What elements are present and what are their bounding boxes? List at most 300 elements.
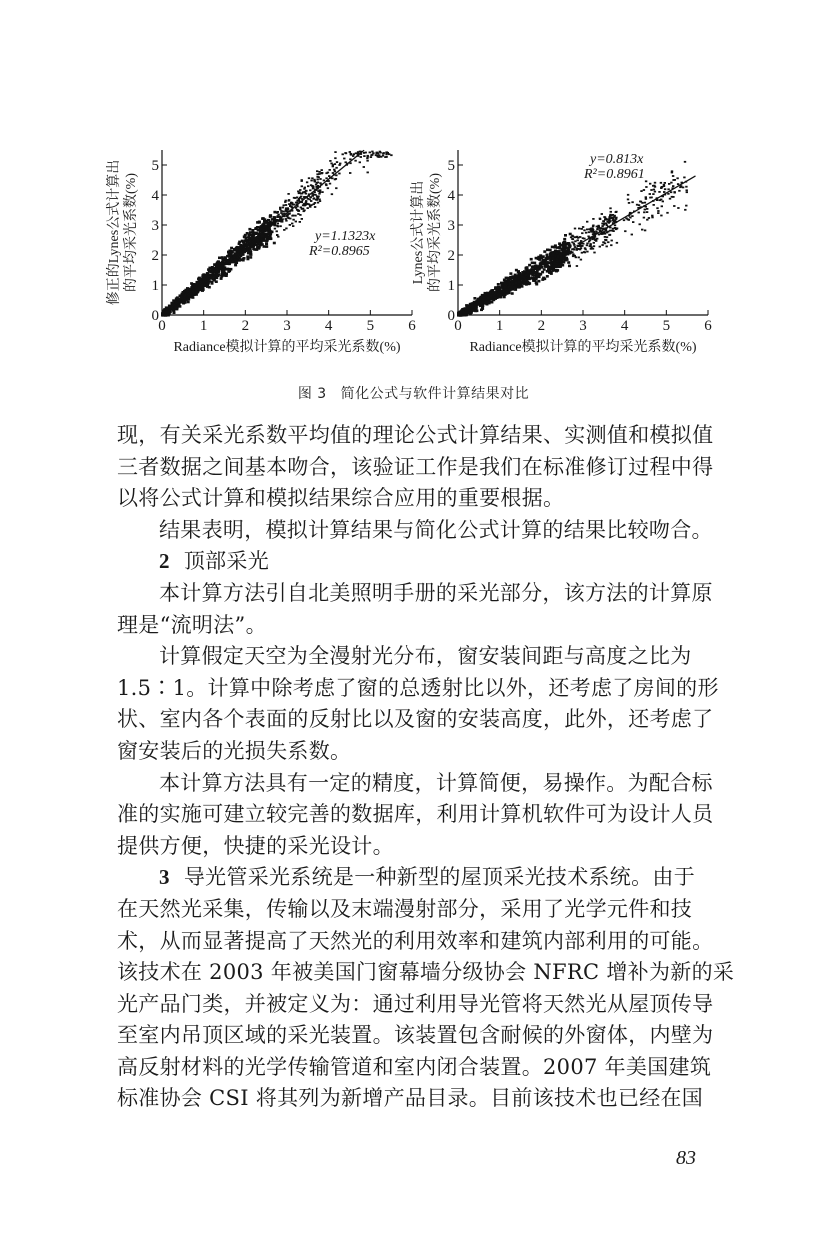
scatter-point [325,177,327,179]
y-tick-label: 3 [447,218,455,234]
scatter-point [590,248,592,250]
chart-left [105,150,416,355]
scatter-point [220,277,223,280]
scatter-point [363,166,365,168]
text-line: 理是“流明法”。 [117,612,267,637]
scatter-point [537,258,540,261]
section-number: 2 [159,549,170,574]
scatter-point [315,199,317,201]
scatter-point [490,289,493,292]
scatter-point [544,259,547,262]
scatter-point [382,155,384,157]
scatter-point [685,205,687,207]
scatter-point [546,261,549,264]
scatter-point [267,219,270,222]
scatter-point [238,246,241,249]
scatter-point [481,307,484,310]
x-tick-label: 4 [620,318,629,334]
scatter-point [334,151,336,153]
scatter-point [550,262,553,265]
scatter-point [567,261,570,264]
scatter-point [325,172,327,174]
scatter-point [334,171,336,173]
scatter-point [587,236,589,238]
y-tick-label: 2 [151,248,159,264]
text-line: 本计算方法引自北美照明手册的采光部分，该方法的计算原 [159,580,713,605]
scatter-point [639,223,641,225]
scatter-point [271,218,274,221]
scatter-point [608,218,610,220]
scatter-point [571,248,573,250]
scatter-point [664,188,666,190]
scatter-point [578,228,580,230]
x-tick-label: 2 [241,318,250,334]
scatter-point [246,258,249,261]
text-line: 在天然光采集，传输以及末端漫射部分，采用了光学元件和技 [117,896,693,921]
scatter-point [384,156,386,158]
scatter-point [674,192,676,194]
scatter-point [538,268,541,271]
scatter-point [538,266,541,269]
scatter-point [591,238,593,240]
scatter-point [603,220,605,222]
scatter-point [614,224,616,226]
scatter-point [263,245,266,248]
scatter-point [293,197,295,199]
scatter-point [479,303,482,306]
scatter-point [221,269,224,272]
scatter-point [492,299,495,302]
scatter-point [206,285,209,288]
scatter-point [612,214,614,216]
scatter-point [215,276,218,279]
scatter-point [246,255,249,258]
section-3-line [117,862,722,894]
scatter-point [609,214,611,216]
scatter-point [555,262,558,265]
scatter-point [666,212,668,214]
scatter-point [285,209,287,211]
scatter-point [582,237,584,239]
section-title: 顶部采光 [183,549,270,574]
scatter-point [211,282,214,285]
scatter-point [215,280,218,283]
scatter-point [586,221,588,223]
scatter-point [551,257,554,260]
scatter-point [559,265,562,268]
scatter-point [228,262,231,265]
scatter-point [651,215,653,217]
scatter-point [589,243,591,245]
scatter-point [574,236,576,238]
scatter-point [292,219,294,221]
scatter-point [546,275,549,278]
scatter-point [498,296,501,299]
scatter-point [595,230,597,232]
scatter-point [573,244,575,246]
scatter-point [293,204,295,206]
text-line: 状、室内各个表面的反射比以及窗的安装高度，此外，还考虑了 [117,707,714,732]
scatter-point [473,297,476,300]
scatter-point [211,266,214,269]
scatter-point [329,160,331,162]
scatter-point [601,244,603,246]
scatter-point [325,183,327,185]
text-line: 计算假定天空为全漫射光分布，窗安装间距与高度之比为 [159,644,692,669]
scatter-point [246,232,249,235]
scatter-point [494,287,497,290]
scatter-point [366,160,368,162]
x-tick-label: 6 [408,318,416,334]
scatter-point [177,305,180,308]
x-tick-label: 1 [495,318,504,334]
scatter-point [186,298,189,301]
scatter-point [281,213,283,215]
scatter-point [311,195,313,197]
scatter-point [639,201,641,203]
scatter-point [660,215,662,217]
scatter-point [645,196,647,198]
text-line: 导光管采光系统是一种新型的屋顶采光技术系统。由于 [183,865,696,890]
scatter-point [297,191,299,193]
scatter-point [379,152,381,154]
text-line: 提供方便，快捷的采光设计。 [117,833,394,858]
scatter-point [628,202,630,204]
scatter-point [549,249,552,252]
scatter-point [574,228,576,230]
scatter-point [597,227,599,229]
scatter-point [517,271,520,274]
scatter-point [574,240,576,242]
section-2-heading [117,546,722,578]
y-axis-title-line2: 的平均采光系数(%) [428,173,443,292]
scatter-point [331,193,333,195]
scatter-point [577,248,579,250]
x-tick-label: 2 [537,318,546,334]
paragraph-3 [117,578,722,641]
scatter-point [307,185,309,187]
scatter-point [656,207,658,209]
y-tick-label: 5 [151,158,159,174]
scatter-point [363,152,365,154]
scatter-point [564,249,567,252]
y-tick-label: 4 [447,188,455,204]
scatter-point [490,301,493,304]
scatter-point [566,258,569,261]
scatter-point [284,201,286,203]
scatter-point [610,211,612,213]
scatter-point [316,182,318,184]
scatter-point [264,220,267,223]
scatter-point [531,273,534,276]
scatter-point [334,157,336,159]
scatter-point [667,193,669,195]
scatter-point [287,193,289,195]
scatter-point [649,183,651,185]
scatter-point [592,218,594,220]
scatter-point [577,239,579,241]
scatter-point [360,156,362,158]
scatter-point [544,264,547,267]
scatter-point [260,225,263,228]
scatter-point [198,288,201,291]
scatter-point [248,228,251,231]
scatter-point [234,249,237,252]
scatter-point [182,291,185,294]
scatter-point [553,265,556,268]
page-number: 83 [676,1147,696,1169]
scatter-point [580,240,582,242]
scatter-point [291,215,293,217]
scatter-point [508,280,511,283]
scatter-point [274,228,276,230]
scatter-point [672,175,674,177]
scatter-point [520,278,523,281]
scatter-point [549,257,552,260]
x-axis-title: Radiance模拟计算的平均采光系数(%) [469,340,697,355]
scatter-point [509,283,512,286]
scatter-point [229,268,232,271]
scatter-point [669,198,671,200]
scatter-point [359,161,361,163]
scatter-point [535,283,538,286]
scatter-point [330,163,332,165]
paragraph-6 [117,862,735,1115]
text-line: 标准协会 CSI 将其列为新增产品目录。目前该技术也已经在国 [117,1086,704,1111]
scatter-point [509,288,512,291]
scatter-point [474,303,477,306]
scatter-point [338,173,340,175]
scatter-point [653,185,655,187]
scatter-point [231,250,234,253]
scatter-point [306,181,308,183]
scatter-point [601,213,603,215]
scatter-point [563,245,566,248]
scatter-point [643,217,645,219]
x-tick-label: 3 [579,318,587,334]
scatter-point [265,242,268,245]
scatter-point [304,187,306,189]
scatter-point [598,234,600,236]
scatter-point [644,202,646,204]
scatter-point [563,253,566,256]
scatter-point [229,254,232,257]
scatter-point [357,151,359,153]
scatter-point [581,245,583,247]
scatter-point [645,198,647,200]
scatter-point [276,225,278,227]
scatter-point [631,234,633,236]
figure-caption [0,383,827,403]
scatter-point [541,256,544,259]
scatter-point [255,227,258,230]
scatter-point [592,225,594,227]
scatter-point [308,177,310,179]
scatter-point [624,230,626,232]
scatter-point [317,196,319,198]
fit-equation: y=1.1323x [315,229,376,244]
scatter-point [658,191,660,193]
figure-number: 图 3 [297,386,327,402]
scatter-point [513,286,516,289]
scatter-point [686,189,688,191]
scatter-point [605,239,607,241]
scatter-point [363,155,365,157]
scatter-point [578,257,580,259]
scatter-point [511,283,514,286]
scatter-point [225,268,228,271]
scatter-point [372,152,374,154]
scatter-point [684,209,686,211]
scatter-point [511,292,514,295]
scatter-point [660,182,662,184]
scatter-point [238,241,241,244]
scatter-point [585,232,587,234]
scatter-point [311,177,313,179]
scatter-point [492,294,495,297]
scatter-point [599,246,601,248]
scatter-point [369,152,371,154]
scatter-point [343,158,345,160]
scatter-point [606,246,608,248]
scatter-point [319,178,321,180]
scatter-point [176,296,179,299]
x-tick-label: 0 [454,318,462,334]
scatter-point [335,187,337,189]
scatter-point [187,301,190,304]
scatter-point [611,217,613,219]
scatter-point [500,290,503,293]
scatter-point [497,283,500,286]
scatter-point [509,272,512,275]
y-tick-label: 2 [447,248,455,264]
scatter-point [289,224,291,226]
scatter-point [352,155,354,157]
y-tick-label: 1 [447,278,455,294]
scatter-point [277,214,279,216]
scatter-point [608,216,610,218]
scatter-point [194,291,197,294]
scatter-point [594,239,596,241]
scatter-point [663,191,665,193]
scatter-point [276,234,278,236]
y-tick-label: 1 [151,278,159,294]
scatter-point [286,216,288,218]
scatter-point [269,215,272,218]
scatter-point [278,216,280,218]
scatter-point [241,244,244,247]
text-line: 本计算方法具有一定的精度，计算简便，易操作。为配合标 [159,770,713,795]
scatter-point [641,202,643,204]
scatter-point [223,258,226,261]
scatter-point [650,197,652,199]
scatter-point [313,179,315,181]
scatter-point [294,215,296,217]
scatter-point [546,254,549,257]
scatter-point [350,154,352,156]
text-line: 该技术在 2003 年被美国门窗幕墙分级协会 NFRC 增补为新的采 [117,960,735,985]
scatter-point [600,232,602,234]
scatter-point [646,208,648,210]
scatter-point [265,245,268,248]
scatter-point [321,169,323,171]
scatter-point [543,278,546,281]
scatter-point [388,153,390,155]
scatter-point [543,250,546,253]
scatter-point [515,275,518,278]
paragraph-4 [117,641,722,767]
scatter-point [625,217,627,219]
scatter-point [292,225,294,227]
scatter-point [279,225,281,227]
scatter-point [314,206,316,208]
y-tick-label: 0 [447,308,455,324]
scatter-point [349,151,351,153]
scatter-point [285,220,287,222]
scatter-point [288,200,290,202]
section-number: 3 [159,865,170,890]
scatter-point [314,202,316,204]
scatter-point [327,187,329,189]
scatter-point [607,231,609,233]
scatter-point [611,240,613,242]
y-tick-label: 0 [151,308,159,324]
scatter-point [572,253,574,255]
scatter-point [355,152,357,154]
scatter-point [484,293,487,296]
scatter-point [522,273,525,276]
scatter-point [632,221,634,223]
scatter-point [249,231,252,234]
scatter-point [477,298,480,301]
scatter-point [593,242,595,244]
scatter-point [240,252,243,255]
scatter-point [201,289,204,292]
scatter-point [586,244,588,246]
scatter-point [230,247,233,250]
scatter-point [316,170,318,172]
scatter-point [226,255,229,258]
y-tick-label: 4 [151,188,159,204]
scatter-point [283,204,285,206]
scatter-point [580,259,582,261]
scatter-point [588,231,590,233]
scatter-point [636,204,638,206]
scatter-point [465,309,468,312]
scatter-point [319,190,321,192]
scatter-point [657,210,659,212]
scatter-point [281,221,283,223]
scatter-point [282,207,284,209]
scatter-point [285,228,287,230]
scatter-point [582,226,584,228]
scatter-point [316,173,318,175]
scatter-point [259,244,262,247]
scatter-point [376,155,378,157]
scatter-point [672,179,674,181]
scatter-point [571,235,573,237]
scatter-point [526,281,529,284]
scatter-point [571,241,573,243]
scatter-point [572,238,574,240]
scatter-point [182,301,185,304]
scatter-point [269,238,272,241]
scatter-point [475,307,478,310]
scatter-point [310,204,312,206]
scatter-point [603,222,605,224]
fit-equation: y=0.813x [590,152,644,167]
scatter-point [616,242,618,244]
